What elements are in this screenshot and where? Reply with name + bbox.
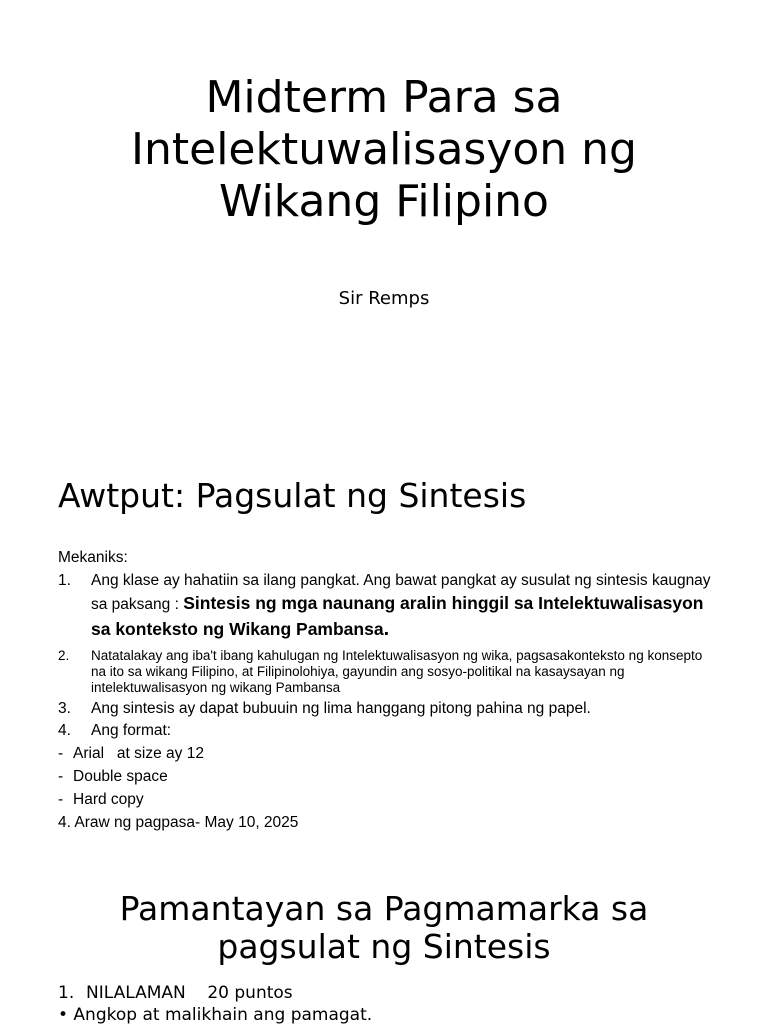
slide1-title-line: Wikang Filipino (219, 176, 549, 227)
mechanics-heading: Mekaniks: (58, 549, 128, 566)
mechanics-item (58, 572, 718, 642)
criteria-bullet: • Angkop at malikhain ang pamagat. (58, 1005, 373, 1025)
format-item: - Double space (58, 768, 718, 786)
criteria-number: 1. (58, 983, 75, 1003)
slide2-title: Awtput: Pagsulat ng Sintesis (58, 476, 527, 515)
slide3-title-line: Pamantayan sa Pagmamarka sa (119, 889, 649, 928)
item-text: Ang sintesis ay dapat bubuuin ng lima hanggang pitong pahina ng papel. (91, 700, 591, 717)
format-item-text: Arial at size ay 12 (73, 745, 204, 762)
deadline: 4. Araw ng pagpasa- May 10, 2025 (58, 814, 299, 831)
item-topic-bold: Sintesis ng mga naunang aralin hinggil sa Intelektuwalisasyon sa konteksto ng Wikang Pambansa (91, 593, 704, 639)
item-text: Ang klase ay hahatiin sa ilang pangkat. Ang bawat pangkat ay susulat ng sintesis kaugnay sa paksang : (91, 572, 711, 613)
criteria-text: NILALAMAN 20 puntos (86, 983, 293, 1003)
item-text: Natatalakay ang iba't ibang kahulugan ng Intelektuwalisasyon ng wika, pagsasakonteksto ng konsepto na ito sa wikang Filipino, at Filipinolohiya, gayundin ang sosyo-politikal na kasaysayan ng intelektuwalisasyon ng wikang Pambansa (91, 648, 703, 695)
criteria-item (58, 982, 372, 1004)
mechanics-item (58, 700, 718, 718)
item-number: 1. (58, 572, 71, 589)
format-item: - Arial at size ay 12 (58, 745, 718, 763)
item-text: Ang format: (91, 722, 172, 739)
slide1-title-line: Intelektuwalisasyon ng (131, 124, 637, 175)
slide1-title (0, 72, 768, 228)
slide3-title (0, 890, 768, 966)
format-item: - Hard copy (58, 791, 718, 809)
mechanics-section (58, 549, 718, 832)
format-item-text: Hard copy (73, 791, 144, 808)
slide1-subtitle: Sir Remps (338, 288, 430, 309)
item-number: 4. (58, 722, 71, 739)
mechanics-item (58, 722, 718, 740)
slide3-title-line: pagsulat ng Sintesis (217, 927, 551, 966)
slide1-title-line: Midterm Para sa (205, 72, 563, 123)
item-number: 3. (58, 700, 71, 717)
item-topic-period: . (383, 618, 390, 640)
criteria-section (58, 982, 372, 1026)
item-number: 2. (58, 648, 70, 663)
mechanics-item (58, 648, 718, 696)
format-item-text: Double space (73, 768, 168, 785)
